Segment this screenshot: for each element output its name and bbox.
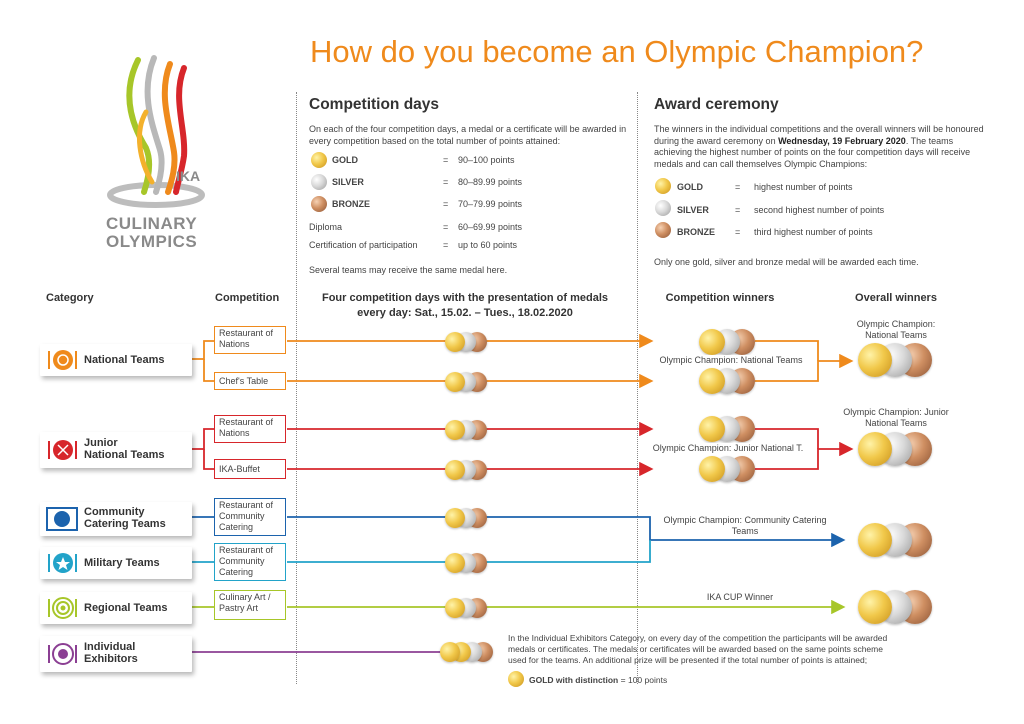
winner-label-ika-cup: IKA CUP Winner bbox=[706, 592, 774, 602]
header-overall: Overall winners bbox=[855, 292, 937, 304]
ac-row-eq: = bbox=[735, 205, 741, 215]
category-regional-teams bbox=[40, 592, 192, 624]
competition-community-catering: Restaurant of Community Catering bbox=[214, 498, 286, 536]
winner-label-junior: Olympic Champion: Junior National T. bbox=[640, 443, 816, 454]
competition-restaurant-of-nations-junior: Restaurant of Nations bbox=[214, 415, 286, 443]
cd-row-eq: = bbox=[443, 177, 449, 187]
gold-distinction-value: 100 points bbox=[627, 675, 668, 685]
competition-days-title: Competition days bbox=[309, 96, 440, 113]
ac-row-value: second highest number of points bbox=[754, 205, 885, 215]
logo-line2: OLYMPICS bbox=[106, 232, 198, 251]
target-plate-icon bbox=[44, 592, 80, 624]
winner-label-community: Olympic Champion: Community Catering Teams bbox=[663, 515, 827, 536]
competition-ika-buffet: IKA-Buffet bbox=[214, 459, 286, 479]
cd-row-value: 70–79.99 points bbox=[458, 199, 523, 209]
header-days-line2: every day: Sat., 15.02. – Tues., 18.02.2020 bbox=[357, 307, 573, 319]
competition-days-note: Several teams may receive the same medal here. bbox=[309, 265, 508, 275]
header-category: Category bbox=[46, 292, 94, 304]
ac-row-value: third highest number of points bbox=[754, 227, 873, 237]
cd-row-eq: = bbox=[443, 222, 449, 232]
gold-distinction-medal-icon bbox=[508, 671, 524, 687]
ac-row-eq: = bbox=[735, 182, 741, 192]
overall-label-junior: Olympic Champion: Junior National Teams bbox=[843, 407, 949, 428]
award-date: Wednesday, 19 February 2020 bbox=[778, 135, 906, 146]
award-ceremony-note: Only one gold, silver and bronze medal will be awarded each time. bbox=[654, 257, 919, 267]
logo-line1: CULINARY bbox=[106, 214, 198, 233]
category-label-line2: Catering Teams bbox=[84, 518, 166, 530]
category-community-catering-teams bbox=[40, 502, 192, 536]
award-intro-text: . The teams achieving the highest number of points on the four competition days will receive medals and can call themselves Olympic Champions: bbox=[654, 135, 971, 169]
plate-utensils-icon bbox=[44, 636, 80, 672]
award-intro-text: The winners in the individual competitions and the overall winners will be honoured during the award ceremony on bbox=[654, 124, 984, 146]
header-competition: Competition bbox=[215, 292, 280, 304]
competition-culinary-art: Culinary Art / Pastry Art bbox=[214, 590, 286, 620]
category-label: Regional Teams bbox=[84, 602, 168, 614]
ac-row-label: BRONZE bbox=[677, 227, 715, 237]
competition-days-intro: On each of the four competition days, a medal or a certificate will be awarded in every competition based on the total number of points attained: bbox=[309, 124, 627, 146]
ac-row-eq: = bbox=[735, 227, 741, 237]
competition-restaurant-of-nations: Restaurant of Nations bbox=[214, 326, 286, 354]
cd-row-value: 80–89.99 points bbox=[458, 177, 523, 187]
cd-row-value: 60–69.99 points bbox=[458, 222, 523, 232]
ac-row-label: GOLD bbox=[677, 182, 703, 192]
category-label: Military Teams bbox=[84, 557, 160, 569]
winner-label-national: Olympic Champion: National Teams bbox=[646, 355, 816, 366]
cd-row-value: 90–100 points bbox=[458, 155, 515, 165]
winner-label-community-line bbox=[660, 515, 830, 537]
category-label-line2: Exhibitors bbox=[84, 653, 138, 665]
category-label-line1: Junior bbox=[84, 437, 118, 449]
header-days-line1: Four competition days with the presentation of medals bbox=[321, 292, 609, 304]
category-label-line1: Community bbox=[84, 506, 145, 518]
cd-row-label: SILVER bbox=[332, 177, 364, 187]
cd-row-label: Certification of participation bbox=[309, 240, 418, 250]
ac-row-value: highest number of points bbox=[754, 182, 853, 192]
cd-row-label: GOLD bbox=[332, 155, 358, 165]
cd-row-eq: = bbox=[443, 199, 449, 209]
category-junior-national-teams bbox=[40, 432, 192, 468]
gold-distinction-eq: = bbox=[620, 675, 626, 685]
category-label-line1: Individual bbox=[84, 641, 136, 653]
competition-community-catering-military: Restaurant of Community Catering bbox=[214, 543, 286, 581]
plate-cutlery-icon bbox=[44, 344, 80, 376]
gold-distinction bbox=[529, 675, 667, 685]
category-label-line2: National Teams bbox=[84, 449, 165, 461]
cd-row-label: BRONZE bbox=[332, 199, 370, 209]
category-individual-exhibitors bbox=[40, 636, 192, 672]
star-plate-icon bbox=[44, 547, 80, 579]
tray-plate-icon bbox=[44, 502, 80, 536]
page-title: How do you become an Olympic Champion? bbox=[310, 34, 924, 69]
ac-row-label: SILVER bbox=[677, 205, 709, 215]
cd-row-label: Diploma bbox=[309, 222, 343, 232]
logo-ika: IKA bbox=[176, 168, 201, 184]
competition-chefs-table: Chef's Table bbox=[214, 372, 286, 390]
overall-label-national: Olympic Champion: National Teams bbox=[856, 319, 936, 340]
gold-distinction-label: GOLD with distinction bbox=[529, 675, 619, 685]
individual-exhibitors-note: In the Individual Exhibitors Category, on every day of the competition the participants will be awarded medals or certificates. The medals or certificates will be awarded based on the same points scheme used for the teams. An additional prize will be presented if the total number of points is attained; bbox=[508, 633, 888, 665]
category-national-teams bbox=[40, 344, 192, 376]
cd-row-value: up to 60 points bbox=[458, 240, 518, 250]
plate-fork-knife-icon bbox=[44, 432, 80, 468]
cd-row-eq: = bbox=[443, 155, 449, 165]
header-winners: Competition winners bbox=[665, 292, 775, 304]
cd-row-eq: = bbox=[443, 240, 449, 250]
award-ceremony-title: Award ceremony bbox=[654, 96, 779, 113]
category-military-teams bbox=[40, 547, 192, 579]
category-label: National Teams bbox=[84, 354, 165, 366]
